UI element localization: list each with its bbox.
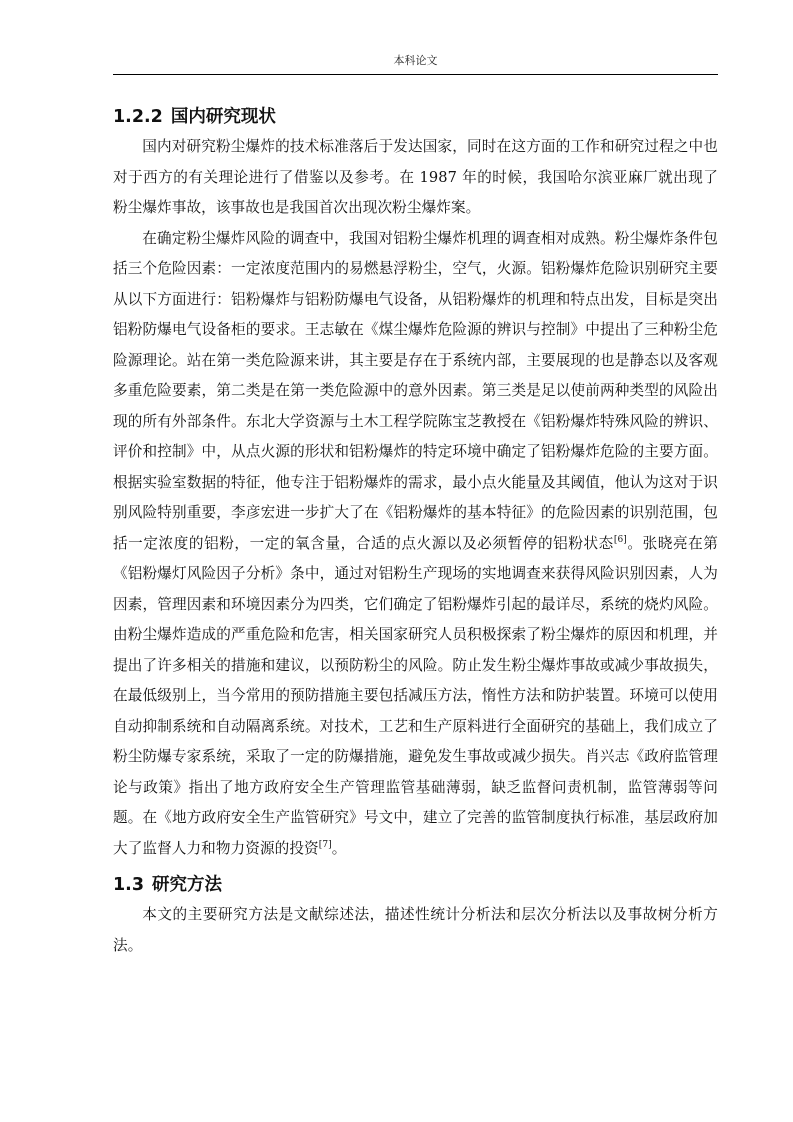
body-paragraph: 本文的主要研究方法是文献综述法，描述性统计分析法和层次分析法以及事故树分析方法。: [113, 906, 718, 954]
page-body: [113, 100, 718, 961]
section-number: 1.3: [113, 875, 145, 895]
section-title: 国内研究现状: [170, 107, 276, 127]
body-paragraph: 国内对研究粉尘爆炸的技术标准落后于发达国家，同时在这方面的工作和研究过程之中也对于西方的有关理论进行了借鉴以及参考。在 1987 年的时候，我国哈尔滨亚麻厂就出现了粉尘爆炸事故，该事故也是我国首次出现次粉尘爆炸案。: [113, 138, 718, 216]
paragraph-text: 在确定粉尘爆炸风险的调查中，我国对铝粉尘爆炸机理的调查相对成熟。粉尘爆炸条件包括三个危险因素：一定浓度范围内的易燃悬浮粉尘，空气，火源。铝粉爆炸危险识别研究主要从以下方面进行：铝粉爆炸与铝粉防爆电气设备，从铝粉爆炸的机理和特点出发，目标是突出铝粉防爆电气设备柜的要求。王志敏在《煤尘爆炸危险源的辨识与控制》中提出了三种粉尘危险源理论。站在第一类危险源来讲，其主要是存在于系统内部，主要展现的也是静态以及客观多重危险要素，第二类是在第一类危险源中的意外因素。第三类是足以使前两种类型的风险出现的所有外部条件。东北大学资源与土木工程学院陈宝芝教授在《铝粉爆炸特殊风险的辨识、评价和控制》中，从点火源的形状和铝粉爆炸的特定环境中确定了铝粉爆炸危险的主要方面。根据实验室数据的特征，他专注于铝粉爆炸的需求，最小点火能量及其阈值，他认为这对于识别风险特别重要，李彦宏进一步扩大了在《铝粉爆炸的基本特征》的危险因素的识别范围，包括一定浓度的铝粉，一定的氧含量，合适的点火源以及必须暂停的铝粉状态: [113, 229, 718, 552]
page-header: 本科论文: [393, 54, 438, 67]
body-paragraph: [113, 224, 718, 865]
paragraph-text: 。: [331, 839, 347, 857]
header-divider: [113, 74, 718, 75]
paragraph-text: 。张晓亮在第《铝粉爆灯风险因子分析》条中，通过对铝粉生产现场的实地调查来获得风险识别因素，人为因素，管理因素和环境因素分为四类，它们确定了铝粉爆炸引起的最详尽，系统的烧灼风险。由粉尘爆炸造成的严重危险和危害，相关国家研究人员积极探索了粉尘爆炸的原因和机理，并提出了许多相关的措施和建议，以预防粉尘的风险。防止发生粉尘爆炸事故或减少事故损失，在最低级别上，当今常用的预防措施主要包括减压方法，惰性方法和防护装置。环境可以使用自动抑制系统和自动隔离系统。对技术，工艺和生产原料进行全面研究的基础上，我们成立了粉尘防爆专家系统，采取了一定的防爆措施，避免发生事故或减少损失。肖兴志《政府监管理论与政策》指出了地方政府安全生产管理监管基础薄弱，缺乏监督问责机制，监管薄弱等问题。在《地方政府安全生产监管研究》号文中，建立了完善的监管制度执行标准，基层政府加大了监督人力和物力资源的投资: [113, 534, 718, 857]
section-heading-domestic-research: [113, 102, 718, 132]
citation-marker: [6]: [613, 534, 627, 545]
section-title: 研究方法: [152, 875, 223, 895]
section-heading-research-methods: [113, 870, 718, 900]
citation-marker: [7]: [318, 839, 332, 850]
section-number: 1.2.2: [113, 107, 163, 127]
